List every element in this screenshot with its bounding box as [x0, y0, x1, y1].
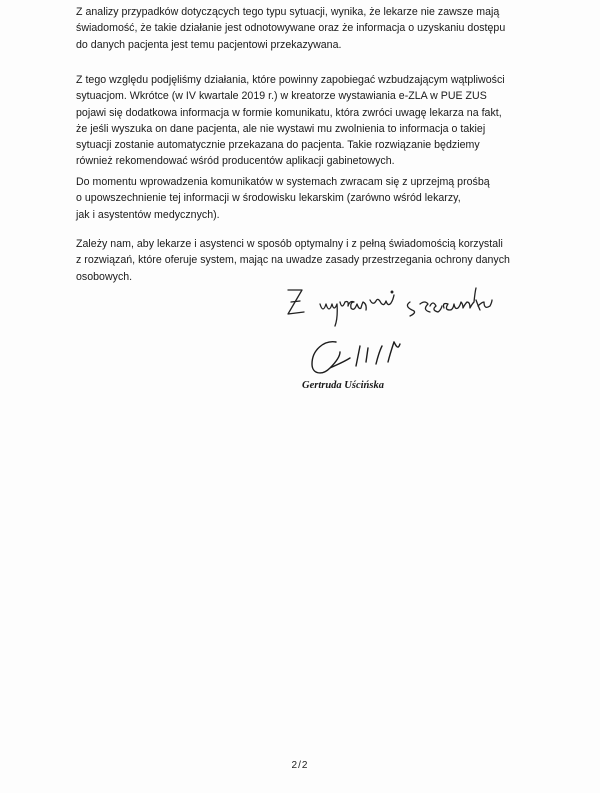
text-line: pojawi się dodatkowa informacja w formie komunikatu, która zwróci uwagę lekarza na fakt, — [76, 106, 502, 119]
text-line: jak i asystentów medycznych). — [76, 208, 220, 221]
text-line: również rekomendować wśród producentów aplikacji gabinetowych. — [76, 155, 395, 168]
text-line: Zależy nam, aby lekarze i asystenci w sposób optymalny i z pełną świadomością korzystali — [76, 238, 503, 250]
text-line: o upowszechnienie tej informacji w środowisku lekarskim (zarówno wśród lekarzy, — [76, 192, 461, 205]
paragraph-conclusion — [76, 236, 538, 285]
handwritten-closing — [280, 282, 540, 332]
text-line: Z tego względu podjęliśmy działania, które powinny zapobiegać wzbudzającym wątpliwości — [76, 74, 505, 86]
signer-name: Gertruda Uścińska — [302, 380, 384, 391]
text-line: do danych pacjenta jest temu pacjentowi przekazywana. — [76, 38, 342, 51]
text-line: że jeśli wyszuka on dane pacjenta, ale nie wystawi mu zwolnienia to informacja o takiej — [76, 122, 486, 135]
text-line: sytuacjom. Wkrótce (w IV kwartale 2019 r.) w kreatorze wystawiania e-ZLA w PUE ZUS — [76, 90, 487, 103]
paragraph-request — [76, 174, 538, 223]
text-line: sytuacji zostanie automatycznie przekazana do pacjenta. Takie rozwiązanie będziemy — [76, 139, 480, 152]
text-line: osobowych. — [76, 270, 133, 283]
text-line: z rozwiązań, które oferuje system, mając na uwadze zasady przestrzegania ochrony danych — [76, 254, 510, 267]
paragraph-analysis — [76, 4, 538, 53]
handwritten-signature — [306, 336, 416, 384]
text-line: świadomość, że takie działanie jest odnotowywane oraz że informacja o uzyskaniu dostępu — [76, 22, 506, 35]
text-line: Do momentu wprowadzenia komunikatów w systemach zwracam się z uprzejmą prośbą — [76, 176, 490, 188]
paragraph-actions — [76, 72, 538, 170]
page-number: 2/2 — [291, 760, 309, 771]
text-line: Z analizy przypadków dotyczących tego typu sytuacji, wynika, że lekarze nie zawsze mają — [76, 6, 500, 18]
